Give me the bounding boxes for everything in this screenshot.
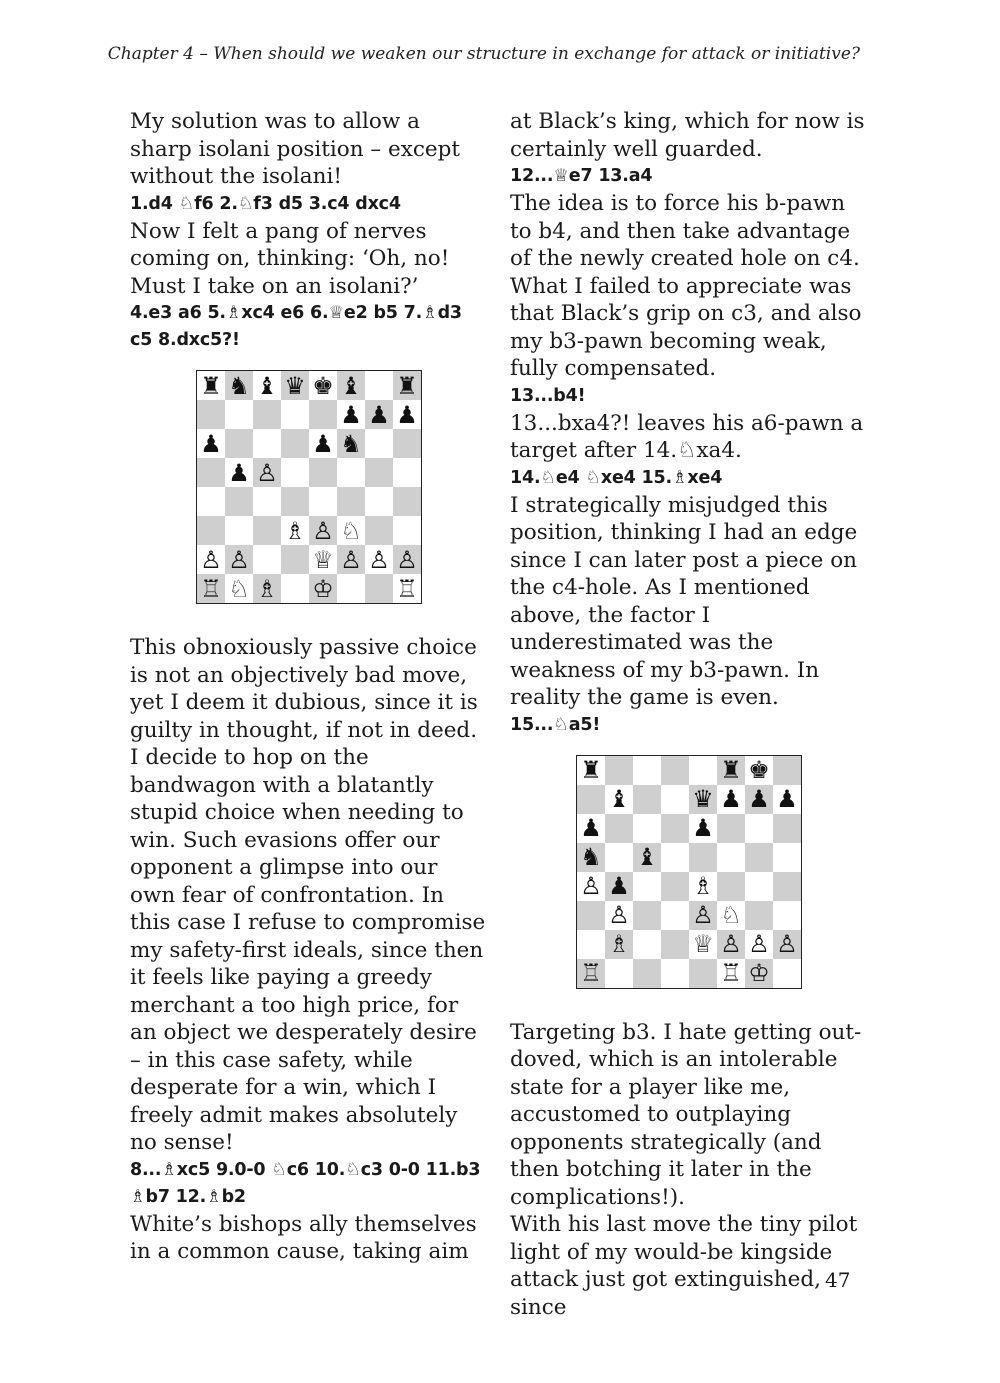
square-g1 bbox=[365, 574, 393, 603]
move-text: 1.d4 ♘f6 2.♘f3 d5 3.c4 dxc4 bbox=[130, 193, 401, 214]
square-b4 bbox=[225, 487, 253, 516]
square-g4 bbox=[745, 872, 773, 901]
square-b3 bbox=[225, 516, 253, 545]
square-a5 bbox=[197, 458, 225, 487]
paragraph: The idea is to force his b-pawn to b4, and then take advantage of the newly created hole on c4. What I failed to appreciate was that Black’s grip on c3, and also my b3-pawn becoming weak, fully compensated. bbox=[510, 191, 862, 381]
piece-f7: ♟ bbox=[337, 400, 365, 429]
piece-e4: ♗ bbox=[689, 872, 717, 901]
square-d4 bbox=[661, 872, 689, 901]
square-f1 bbox=[337, 574, 365, 603]
square-g6 bbox=[365, 429, 393, 458]
square-c6 bbox=[633, 814, 661, 843]
square-b5 bbox=[605, 843, 633, 872]
square-e4 bbox=[309, 487, 337, 516]
square-h3 bbox=[393, 516, 421, 545]
paragraph: at Black’s king, which for now is certainly well guarded. bbox=[510, 109, 865, 162]
piece-g1: ♔ bbox=[745, 959, 773, 988]
square-f5 bbox=[337, 458, 365, 487]
paragraph: With his last move the tiny pilot light of my would-be kingside attack just got extinguished, since bbox=[510, 1212, 858, 1320]
square-b6 bbox=[225, 429, 253, 458]
square-h3 bbox=[773, 901, 801, 930]
paragraph: 13...bxa4?! leaves his a6-pawn a target after 14.♘xa4. bbox=[510, 410, 864, 463]
piece-f8: ♜ bbox=[717, 756, 745, 785]
square-d3 bbox=[661, 901, 689, 930]
piece-f2: ♙ bbox=[337, 545, 365, 574]
square-g4 bbox=[365, 487, 393, 516]
piece-b2: ♗ bbox=[605, 930, 633, 959]
square-b1 bbox=[605, 959, 633, 988]
piece-e8: ♚ bbox=[309, 371, 337, 400]
piece-e3: ♙ bbox=[689, 901, 717, 930]
piece-a4: ♙ bbox=[577, 872, 605, 901]
square-a3 bbox=[197, 516, 225, 545]
square-c2 bbox=[633, 930, 661, 959]
piece-h2: ♙ bbox=[773, 930, 801, 959]
move-text: 15...♘a5! bbox=[510, 714, 601, 735]
paragraph: Targeting b3. I hate getting out-doved, which is an intolerable state for a player like me, accustomed to outplaying opponents strategically (and then botching it later in the complications!). bbox=[510, 1019, 862, 1210]
square-c4 bbox=[633, 872, 661, 901]
piece-g2: ♙ bbox=[745, 930, 773, 959]
chess-diagram-1 bbox=[196, 370, 422, 604]
piece-e3: ♙ bbox=[309, 516, 337, 545]
square-c7 bbox=[633, 785, 661, 814]
piece-c5: ♝ bbox=[633, 843, 661, 872]
move-text: 4.e3 a6 5.♗xc4 e6 6.♕e2 b5 7.♗d3 c5 8.dxc5?! bbox=[130, 303, 462, 350]
square-h5 bbox=[773, 843, 801, 872]
move-text: 8...♗xc5 9.0-0 ♘c6 10.♘c3 0-0 11.b3 ♗b7 12.♗b2 bbox=[130, 1159, 481, 1207]
square-a7 bbox=[577, 785, 605, 814]
piece-g7: ♟ bbox=[365, 400, 393, 429]
piece-h2: ♙ bbox=[393, 545, 421, 574]
left-column bbox=[130, 108, 488, 1266]
square-c6 bbox=[253, 429, 281, 458]
square-f4 bbox=[717, 872, 745, 901]
square-e7 bbox=[309, 400, 337, 429]
square-g5 bbox=[365, 458, 393, 487]
piece-a1: ♖ bbox=[577, 959, 605, 988]
square-g6 bbox=[745, 814, 773, 843]
piece-a8: ♜ bbox=[197, 371, 225, 400]
square-h6 bbox=[773, 814, 801, 843]
piece-e7: ♛ bbox=[689, 785, 717, 814]
piece-h7: ♟ bbox=[393, 400, 421, 429]
square-d5 bbox=[661, 843, 689, 872]
piece-g8: ♚ bbox=[745, 756, 773, 785]
square-a2 bbox=[577, 930, 605, 959]
piece-c5: ♙ bbox=[253, 458, 281, 487]
square-b8 bbox=[605, 756, 633, 785]
right-column bbox=[510, 108, 868, 1321]
chess-diagram-2 bbox=[576, 755, 802, 989]
piece-e2: ♕ bbox=[689, 930, 717, 959]
square-h5 bbox=[393, 458, 421, 487]
square-f6 bbox=[717, 814, 745, 843]
piece-b5: ♟ bbox=[225, 458, 253, 487]
square-a7 bbox=[197, 400, 225, 429]
move-text: 12...♕e7 13.a4 bbox=[510, 166, 653, 186]
piece-h8: ♜ bbox=[393, 371, 421, 400]
piece-f7: ♟ bbox=[717, 785, 745, 814]
piece-g7: ♟ bbox=[745, 785, 773, 814]
piece-a2: ♙ bbox=[197, 545, 225, 574]
square-e5 bbox=[309, 458, 337, 487]
paragraph: My solution was to allow a sharp isolani position – except without the isolani! bbox=[130, 109, 461, 189]
square-f5 bbox=[717, 843, 745, 872]
square-c2 bbox=[253, 545, 281, 574]
square-d7 bbox=[661, 785, 689, 814]
piece-a5: ♞ bbox=[577, 843, 605, 872]
square-e5 bbox=[689, 843, 717, 872]
square-a3 bbox=[577, 901, 605, 930]
paragraph: I strategically misjudged this position, thinking I had an edge since I can later post a piece on the c4-hole. As I mentioned above, the factor I underestimated was the weakness of my b3-pawn. In reality the game is even. bbox=[510, 492, 858, 710]
piece-f1: ♖ bbox=[717, 959, 745, 988]
piece-h1: ♖ bbox=[393, 574, 421, 603]
square-e8 bbox=[689, 756, 717, 785]
square-e1 bbox=[689, 959, 717, 988]
square-h8 bbox=[773, 756, 801, 785]
square-h6 bbox=[393, 429, 421, 458]
square-f4 bbox=[337, 487, 365, 516]
piece-c1: ♗ bbox=[253, 574, 281, 603]
paragraph: White’s bishops ally themselves in a common cause, taking aim bbox=[130, 1211, 477, 1264]
piece-a6: ♟ bbox=[197, 429, 225, 458]
move-text: 14.♘e4 ♘xe4 15.♗xe4 bbox=[510, 467, 723, 488]
piece-f6: ♞ bbox=[337, 429, 365, 458]
piece-b2: ♙ bbox=[225, 545, 253, 574]
square-c8 bbox=[633, 756, 661, 785]
square-d1 bbox=[281, 574, 309, 603]
square-c3 bbox=[253, 516, 281, 545]
piece-e1: ♔ bbox=[309, 574, 337, 603]
square-d2 bbox=[661, 930, 689, 959]
square-d5 bbox=[281, 458, 309, 487]
piece-f2: ♙ bbox=[717, 930, 745, 959]
square-d8 bbox=[661, 756, 689, 785]
page-number: 47 bbox=[825, 1268, 851, 1292]
piece-b4: ♟ bbox=[605, 872, 633, 901]
running-head: Chapter 4 – When should we weaken our structure in exchange for attack or initiative? bbox=[107, 44, 860, 64]
square-b6 bbox=[605, 814, 633, 843]
square-c3 bbox=[633, 901, 661, 930]
square-c4 bbox=[253, 487, 281, 516]
square-d1 bbox=[661, 959, 689, 988]
piece-f3: ♘ bbox=[337, 516, 365, 545]
piece-d3: ♗ bbox=[281, 516, 309, 545]
piece-f8: ♝ bbox=[337, 371, 365, 400]
piece-b1: ♘ bbox=[225, 574, 253, 603]
piece-d8: ♛ bbox=[281, 371, 309, 400]
square-d7 bbox=[281, 400, 309, 429]
piece-a8: ♜ bbox=[577, 756, 605, 785]
square-h4 bbox=[773, 872, 801, 901]
piece-b3: ♙ bbox=[605, 901, 633, 930]
piece-c8: ♝ bbox=[253, 371, 281, 400]
square-c7 bbox=[253, 400, 281, 429]
square-d6 bbox=[661, 814, 689, 843]
square-d4 bbox=[281, 487, 309, 516]
square-g5 bbox=[745, 843, 773, 872]
piece-e6: ♟ bbox=[689, 814, 717, 843]
square-b7 bbox=[225, 400, 253, 429]
piece-f3: ♘ bbox=[717, 901, 745, 930]
paragraph: Now I felt a pang of nerves coming on, thinking: ‘Oh, no! Must I take on an isolani?’ bbox=[130, 218, 450, 299]
square-d2 bbox=[281, 545, 309, 574]
piece-a6: ♟ bbox=[577, 814, 605, 843]
piece-b7: ♝ bbox=[605, 785, 633, 814]
square-g8 bbox=[365, 371, 393, 400]
square-c1 bbox=[633, 959, 661, 988]
square-h4 bbox=[393, 487, 421, 516]
square-g3 bbox=[745, 901, 773, 930]
square-g3 bbox=[365, 516, 393, 545]
paragraph: This obnoxiously passive choice is not an objectively bad move, yet I deem it dubious, since it is guilty in thought, if not in deed. I decide to hop on the bandwagon with a blatantly stupid choice when needing to win. Such evasions offer our opponent a glimpse into our own fear of confrontation. In this case I refuse to compromise my safety-first ideals, since then it feels like paying a greedy merchant a too high price, for an object we desperately desire – in this case safety, while desperate for a win, which I freely admit makes absolutely no sense! bbox=[130, 635, 486, 1155]
square-d6 bbox=[281, 429, 309, 458]
piece-h7: ♟ bbox=[773, 785, 801, 814]
piece-b8: ♞ bbox=[225, 371, 253, 400]
piece-e6: ♟ bbox=[309, 429, 337, 458]
piece-a1: ♖ bbox=[197, 574, 225, 603]
piece-g2: ♙ bbox=[365, 545, 393, 574]
square-h1 bbox=[773, 959, 801, 988]
square-a4 bbox=[197, 487, 225, 516]
piece-e2: ♕ bbox=[309, 545, 337, 574]
move-text: 13...b4! bbox=[510, 385, 586, 406]
